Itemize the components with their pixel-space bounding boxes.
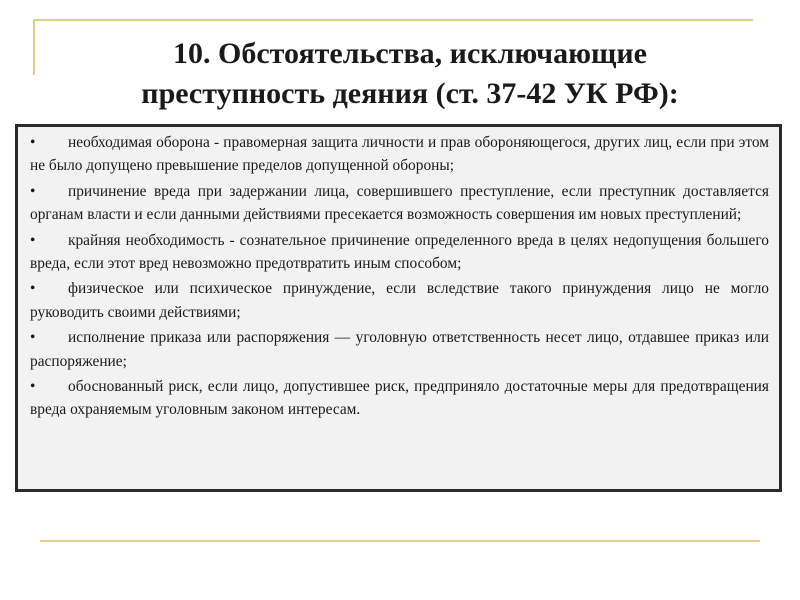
- bullet-icon: •: [30, 134, 36, 151]
- slide-title-line-1: 10. Обстоятельства, исключающие: [173, 37, 647, 70]
- list-item-text: физическое или психическое принуждение, если вследствие такого принуждения лицо не могло руководить своими действиями;: [30, 280, 769, 321]
- list-item-self-defense: [30, 131, 769, 178]
- list-item-text: необходимая оборона - правомерная защита личности и прав обороняющегося, других лиц, если при этом не было допущено превышение пределов допущенной обороны;: [30, 134, 769, 175]
- decorative-bottom-line: [40, 540, 760, 542]
- content-box: [15, 124, 782, 492]
- bullet-icon: •: [30, 231, 36, 249]
- decorative-left-line: [33, 19, 35, 75]
- slide-title-line-2: преступность деяния (ст. 37-42 УК РФ):: [141, 77, 679, 110]
- list-item-text: обоснованный риск, если лицо, допустившее риск, предприняло достаточные меры для предотвращения вреда охраняемым уголовным законом интересам.: [30, 378, 769, 419]
- list-item-order-execution: [30, 326, 769, 373]
- list-item-detention-harm: [30, 180, 769, 227]
- list-item-extreme-necessity: [30, 229, 769, 276]
- list-item-text: причинение вреда при задержании лица, совершившего преступление, если преступник доставляется органам власти и если данными действиями пресекается возможность совершения им новых преступлений;: [30, 182, 769, 224]
- bullet-icon: •: [30, 329, 36, 347]
- list-item-text: крайняя необходимость - сознательное причинение определенного вреда в целях недопущения большего вреда, если этот вред невозможно предотвратить иным способом;: [30, 231, 769, 273]
- decorative-top-line: [33, 19, 753, 21]
- bullet-icon: •: [30, 182, 36, 200]
- bullet-icon: •: [30, 378, 36, 396]
- list-item-coercion: [30, 277, 769, 324]
- bullet-icon: •: [30, 280, 36, 298]
- list-item-text: исполнение приказа или распоряжения — уголовную ответственность несет лицо, отдавшее приказ или распоряжение;: [30, 329, 769, 370]
- list-item-justified-risk: [30, 375, 769, 422]
- bullet-list: [30, 131, 769, 422]
- slide-title: [60, 34, 760, 114]
